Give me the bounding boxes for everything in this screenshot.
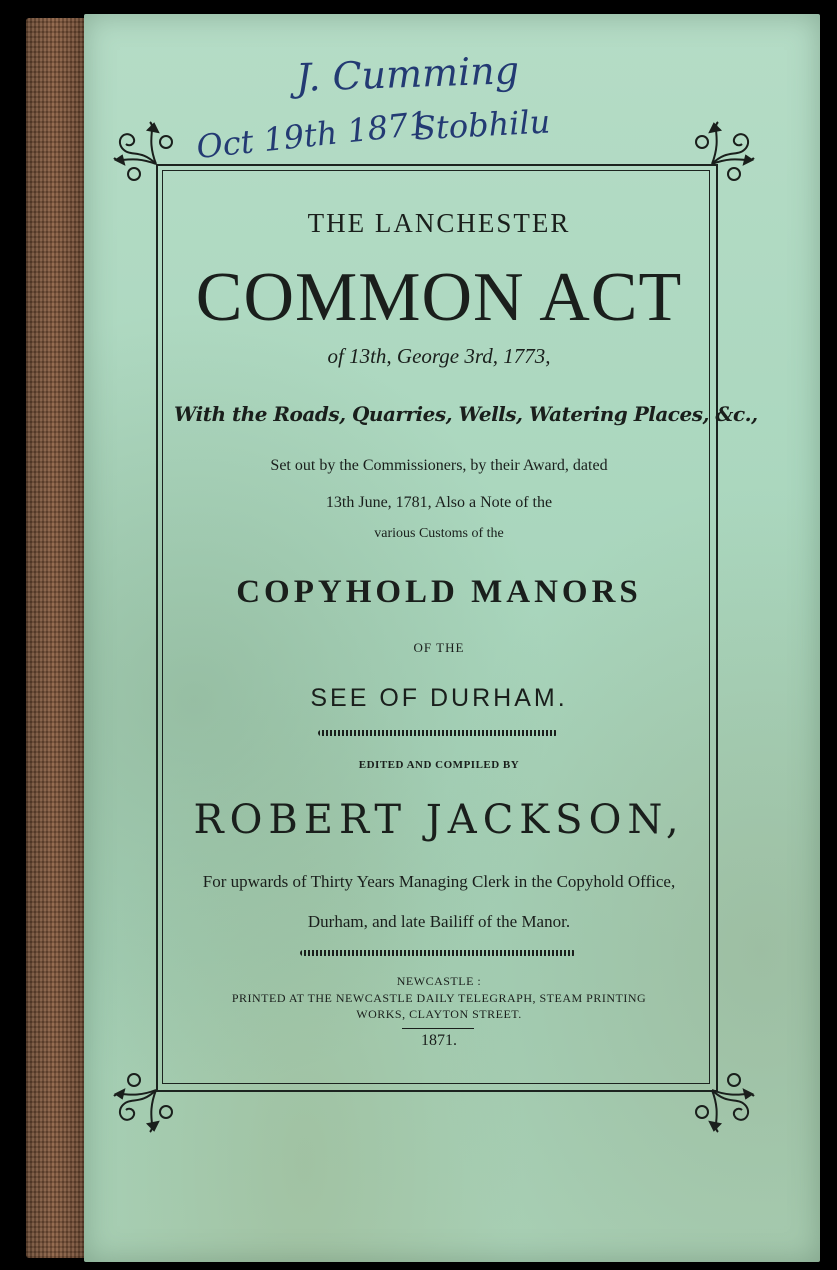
copyhold-heading: COPYHOLD MANORS <box>236 574 642 610</box>
decorative-rule-1 <box>318 730 558 736</box>
corner-ornament-bottom-left <box>110 1050 196 1136</box>
handwritten-name: J. Cumming <box>295 48 520 100</box>
handwritten-place: Stobhilu <box>413 102 552 148</box>
corner-ornament-bottom-right <box>672 1050 758 1136</box>
imprint-printer-2: WORKS, CLAYTON STREET. <box>356 1007 522 1021</box>
subtitle: of 13th, George 3rd, 1773, <box>327 344 551 368</box>
decorative-rule-2 <box>300 950 576 956</box>
corner-ornament-top-left <box>110 118 196 204</box>
edited-by-line: EDITED AND COMPILED BY <box>358 759 520 771</box>
author-description-1: For upwards of Thirty Years Managing Clerk in the Copyhold Office, <box>202 872 676 891</box>
imprint-printer-1: PRINTED AT THE NEWCASTLE DAILY TELEGRAPH, STEAM PRINTING <box>231 991 647 1005</box>
title-line-1: THE LANCHESTER <box>307 208 571 238</box>
year-rule <box>402 1028 474 1029</box>
see-heading: SEE OF DURHAM. <box>310 684 568 712</box>
author-description-2: Durham, and late Bailiff of the Manor. <box>307 912 571 931</box>
blackletter-line: With the Roads, Quarries, Wells, Watering Places, &c., <box>174 402 758 426</box>
description-line-c: various Customs of the <box>374 526 504 541</box>
of-the-line: OF THE <box>413 640 465 655</box>
book-cover <box>84 14 820 1262</box>
main-title: COMMON ACT <box>195 259 683 336</box>
description-line-b: 13th June, 1781, Also a Note of the <box>325 494 553 511</box>
handwritten-date: Oct 19th 1871 <box>194 103 431 167</box>
author-name: ROBERT JACKSON, <box>193 797 685 843</box>
imprint-city: NEWCASTLE : <box>396 974 482 988</box>
book <box>6 6 832 1264</box>
corner-ornament-top-right <box>672 118 758 204</box>
imprint-year: 1871. <box>421 1032 457 1049</box>
description-line-a: Set out by the Commissioners, by their Award, dated <box>270 457 608 474</box>
